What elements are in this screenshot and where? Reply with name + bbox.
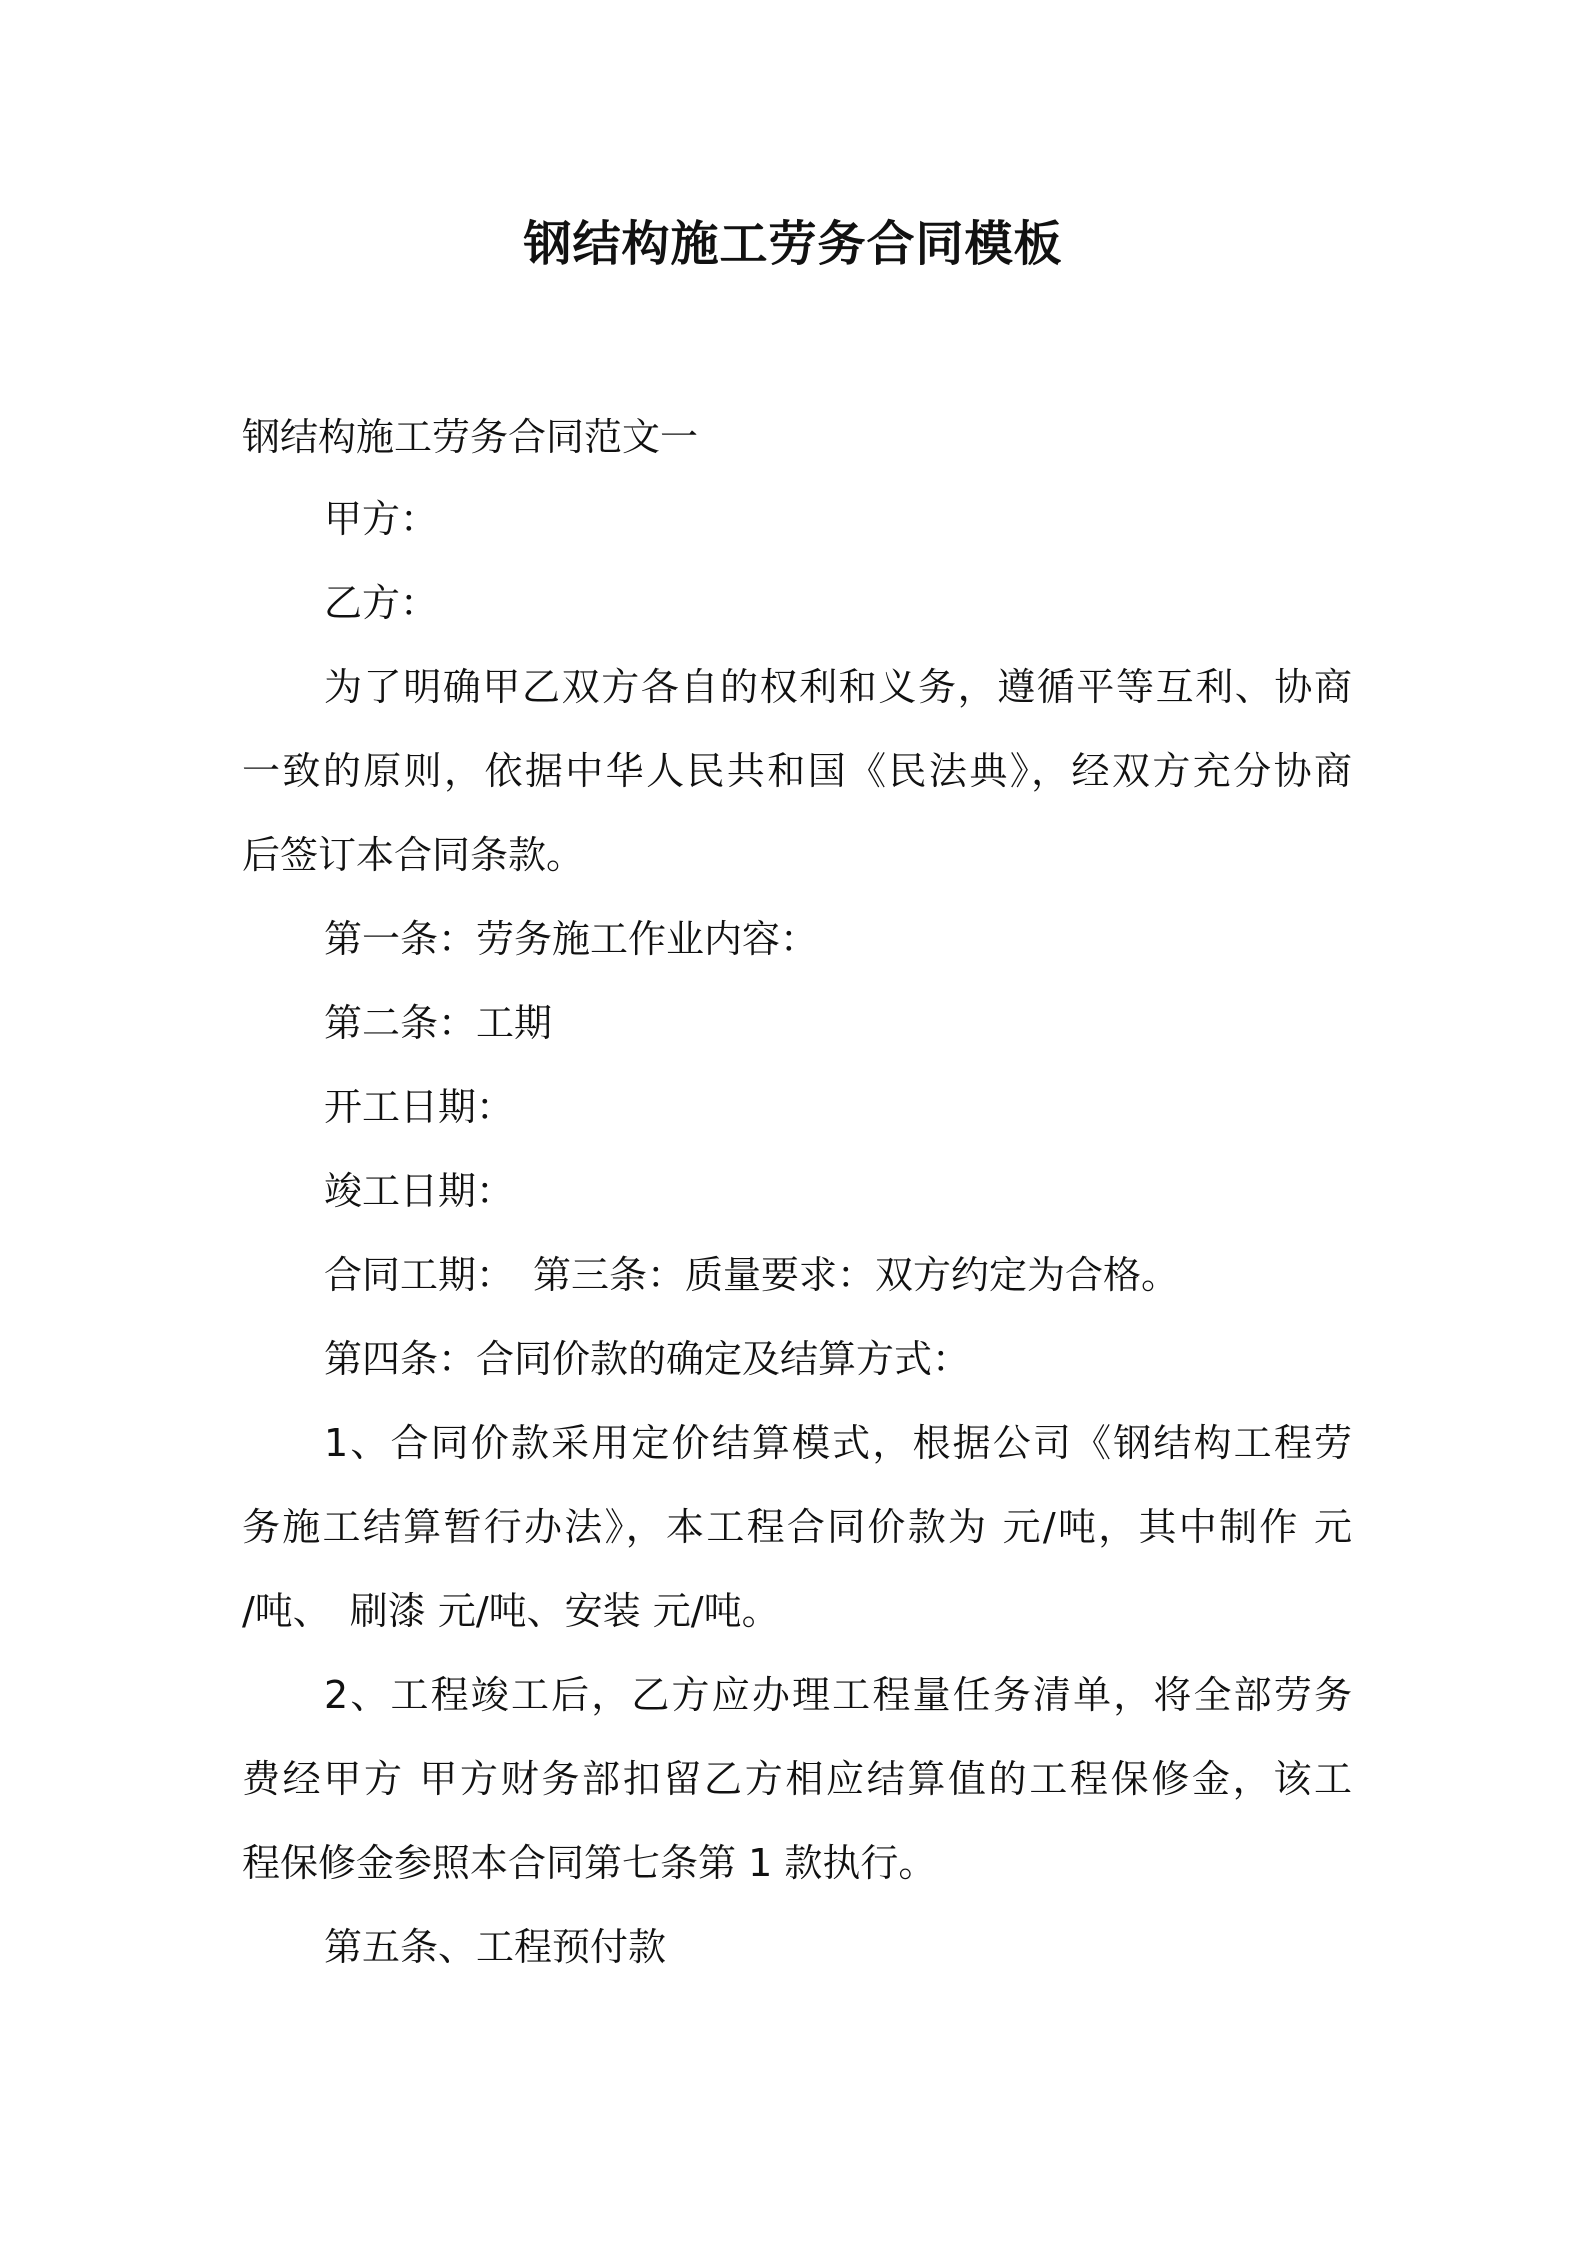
preamble-line-1: 为了明确甲乙双方各自的权利和义务，遵循平等互利、协商 xyxy=(324,665,1352,709)
clause-4-1-line-3: /吨、 刷漆 元/吨、安装 元/吨。 xyxy=(242,1589,780,1633)
article-2: 第二条：工期 xyxy=(324,1001,553,1045)
clause-4-2-line-3: 程保修金参照本合同第七条第 1 款执行。 xyxy=(242,1841,937,1885)
clause-4-1-line-2: 务施工结算暂行办法》，本工程合同价款为 元/吨，其中制作 元 xyxy=(242,1505,1352,1549)
duration-and-article-3: 合同工期： 第三条：质量要求：双方约定为合格。 xyxy=(324,1253,1180,1297)
preamble-line-3: 后签订本合同条款。 xyxy=(242,833,585,877)
document-subtitle: 钢结构施工劳务合同范文一 xyxy=(242,415,699,459)
start-date-label: 开工日期： xyxy=(324,1085,515,1129)
completion-date-label: 竣工日期： xyxy=(324,1169,515,1213)
clause-4-2-line-1: 2、工程竣工后，乙方应办理工程量任务清单，将全部劳务 xyxy=(324,1673,1352,1717)
article-4: 第四条：合同价款的确定及结算方式： xyxy=(324,1337,971,1381)
clause-4-1-line-1: 1、合同价款采用定价结算模式，根据公司《钢结构工程劳 xyxy=(324,1421,1352,1465)
party-a-label: 甲方： xyxy=(324,497,439,541)
article-1: 第一条：劳务施工作业内容： xyxy=(324,917,819,961)
party-b-label: 乙方： xyxy=(324,581,439,625)
document-title: 钢结构施工劳务合同模板 xyxy=(523,216,1063,272)
preamble-line-2: 一致的原则，依据中华人民共和国《民法典》，经双方充分协商 xyxy=(242,749,1352,793)
clause-4-2-line-2: 费经甲方 甲方财务部扣留乙方相应结算值的工程保修金，该工 xyxy=(242,1757,1352,1801)
article-5: 第五条、工程预付款 xyxy=(324,1925,667,1969)
